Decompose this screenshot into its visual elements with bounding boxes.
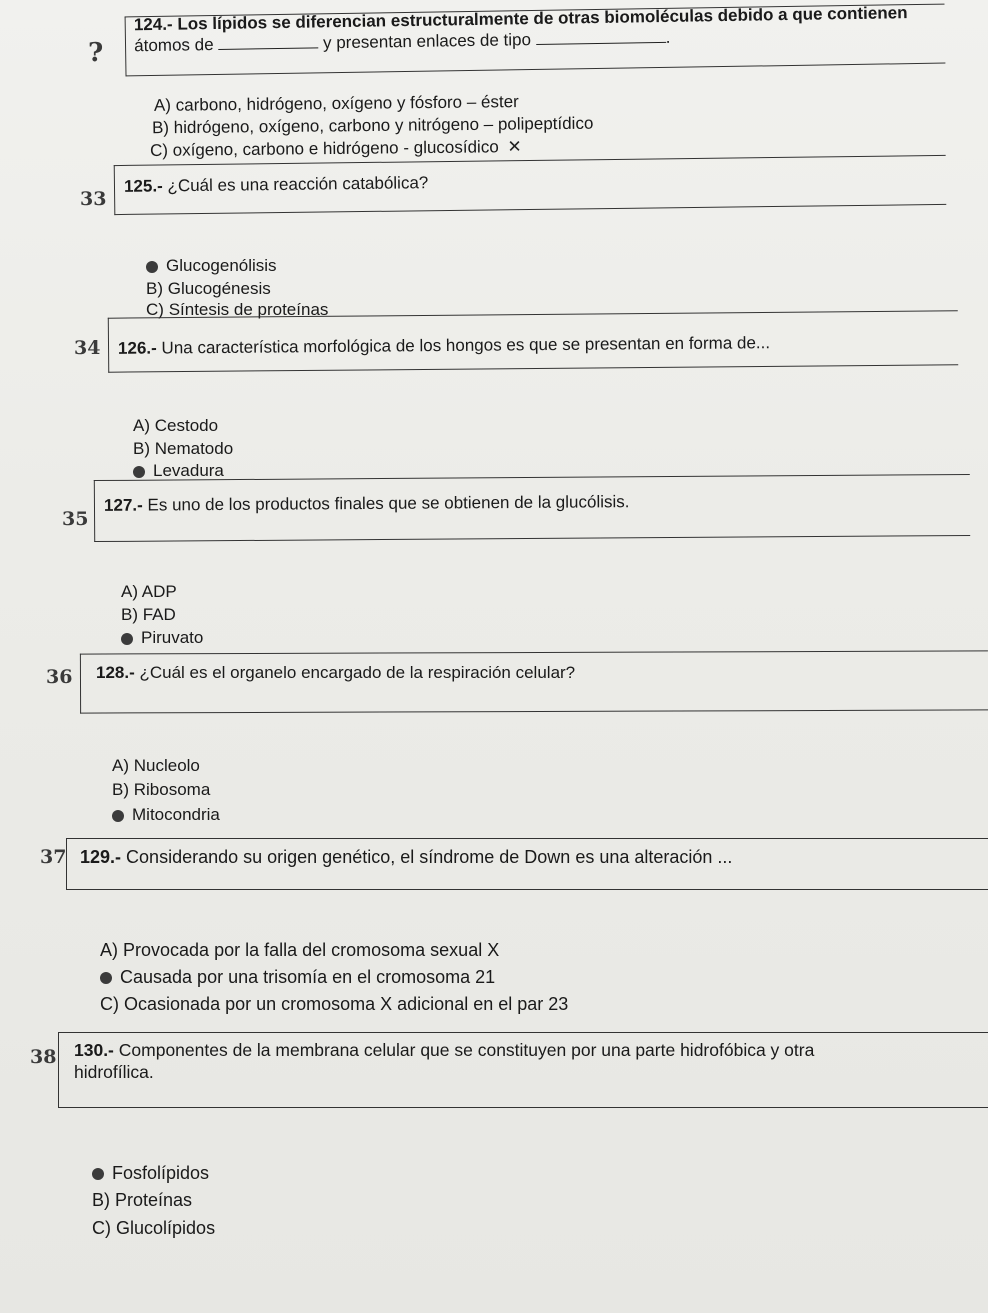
filled-answer-bubble-icon: [121, 633, 133, 645]
question-text: Los lípidos se diferencian estructuralmente de otras biomoléculas debido a que contienen: [177, 3, 908, 34]
question-text: ¿Cuál es una reacción catabólica?: [167, 173, 429, 196]
option-b[interactable]: B) Proteínas: [92, 1190, 193, 1210]
option-c[interactable]: C) Glucolípidos: [92, 1218, 216, 1238]
option-c[interactable]: C) Síntesis de proteínas: [146, 300, 329, 319]
option-b[interactable]: B) FAD: [121, 605, 176, 624]
option-a[interactable]: A) carbono, hidrógeno, oxígeno y fósforo – éster: [153, 92, 519, 115]
question-text-part: y presentan enlaces de tipo: [322, 30, 532, 53]
handwritten-mark: 37: [40, 846, 67, 868]
option-b[interactable]: B) hidrógeno, oxígeno, carbono y nitrógeno – polipeptídico: [151, 113, 594, 138]
filled-answer-bubble-icon: [92, 1168, 104, 1180]
option-b[interactable]: B) Ribosoma: [112, 780, 211, 799]
option-a[interactable]: Glucogenólisis: [146, 256, 277, 276]
option-a[interactable]: Fosfolípidos: [92, 1163, 209, 1184]
answer-blank[interactable]: [536, 28, 666, 45]
option-b[interactable]: B) Nematodo: [133, 439, 234, 458]
option-b[interactable]: B) Glucogénesis: [146, 279, 271, 298]
handwritten-mark: 33: [80, 188, 107, 210]
question-text: Componentes de la membrana celular que se constituyen por una parte hidrofóbica y otra: [118, 1040, 815, 1060]
question-text-part: .: [665, 28, 671, 48]
option-c[interactable]: C) oxígeno, carbono e hidrógeno - glucosídico ✕: [149, 137, 522, 160]
question-125: [124, 172, 429, 197]
question-text-part: átomos de: [134, 35, 214, 56]
question-number: 124.-: [133, 14, 173, 35]
question-number: 129.-: [80, 847, 122, 867]
option-a[interactable]: A) Provocada por la falla del cromosoma sexual X: [100, 940, 500, 960]
question-129: [80, 846, 732, 869]
question-130: [74, 1040, 984, 1084]
option-c[interactable]: Piruvato: [121, 628, 203, 648]
option-c[interactable]: Mitocondria: [112, 805, 220, 825]
option-a[interactable]: A) Nucleolo: [112, 756, 200, 775]
option-a[interactable]: A) Cestodo: [133, 416, 219, 435]
question-number: 125.-: [123, 176, 163, 196]
cross-mark-icon: ✕: [507, 137, 522, 157]
question-text: Considerando su origen genético, el síndrome de Down es una alteración ...: [126, 847, 733, 867]
handwritten-mark: 34: [74, 337, 101, 359]
question-text: Una característica morfológica de los hongos es que se presentan en forma de...: [161, 333, 771, 358]
filled-answer-bubble-icon: [146, 261, 158, 273]
handwritten-mark: 36: [46, 666, 73, 688]
filled-answer-bubble-icon: [133, 466, 145, 478]
question-number: 128.-: [96, 663, 135, 682]
option-a[interactable]: A) ADP: [121, 582, 177, 601]
handwritten-mark: ?: [88, 38, 104, 68]
filled-answer-bubble-icon: [112, 810, 124, 822]
option-c[interactable]: C) Ocasionada por un cromosoma X adicional en el par 23: [100, 994, 569, 1014]
question-127: [104, 491, 630, 516]
question-number: 127.-: [103, 495, 143, 515]
option-c[interactable]: Levadura: [133, 461, 224, 481]
question-text: hidrofílica.: [74, 1061, 154, 1082]
option-b[interactable]: Causada por una trisomía en el cromosoma 21: [100, 967, 495, 988]
question-text: Es uno de los productos finales que se obtienen de la glucólisis.: [147, 492, 630, 515]
handwritten-mark: 35: [62, 508, 89, 530]
question-128: [96, 662, 575, 683]
handwritten-mark: 38: [30, 1046, 57, 1068]
question-number: 126.-: [117, 338, 157, 358]
filled-answer-bubble-icon: [100, 972, 112, 984]
answer-blank[interactable]: [218, 34, 318, 51]
question-number: 130.-: [74, 1040, 114, 1060]
question-text: ¿Cuál es el organelo encargado de la respiración celular?: [139, 663, 576, 682]
